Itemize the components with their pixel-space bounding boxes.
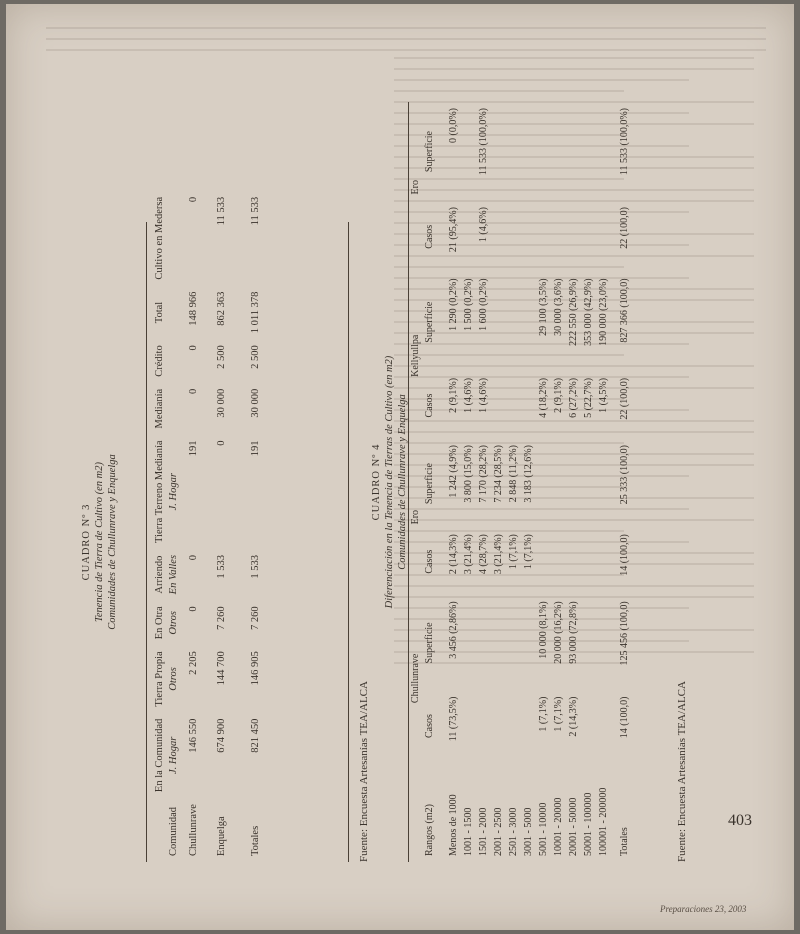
cell: 191 <box>249 440 261 457</box>
cell <box>551 201 566 272</box>
sub-en-valles: En Valles <box>168 554 179 595</box>
cuadro4-title: Diferenciación en la Tenencia de Tierras de Cultivo (en m2) <box>384 355 395 609</box>
table-row <box>596 102 611 862</box>
cell: 20001 - 50000 <box>568 797 579 856</box>
table-row <box>461 102 476 862</box>
cell <box>521 272 536 371</box>
h-surface: Superficie <box>424 301 435 343</box>
h-cases: Casos <box>424 714 435 738</box>
cell: 1 (4,6%) <box>478 207 489 243</box>
cell <box>506 372 521 439</box>
cell: 1 (4,5%) <box>598 377 609 413</box>
cell: 2 (14,3%) <box>568 696 579 737</box>
table-row <box>581 102 596 862</box>
cell <box>491 372 506 439</box>
cell: 2 848 (11,2%) <box>508 445 519 503</box>
cell <box>491 595 506 690</box>
cell: 10001 - 20000 <box>553 797 564 856</box>
cell: 22 (100,0) <box>618 377 630 420</box>
cell: 125 456 (100,0) <box>618 601 630 666</box>
cell: 2 (9,1%) <box>553 377 564 413</box>
cell: 11 533 <box>215 196 227 226</box>
cell <box>521 691 536 762</box>
rotated-content <box>80 102 700 862</box>
cuadro3-bottom-rule <box>348 222 349 862</box>
cuadro3-title: Tenencia de Tierra de Cultivo (en m2) <box>94 462 105 623</box>
cuadro3-subtitle: Comunidades de Chullunrave y Enquelga <box>107 454 118 630</box>
cuadro3-top-rule <box>146 222 147 862</box>
cell <box>536 439 551 528</box>
cell <box>461 201 476 272</box>
cell <box>536 528 551 595</box>
cell: 4 (18,2%) <box>538 377 549 418</box>
cell: 100001 - 200000 <box>598 787 609 856</box>
h-surface: Superficie <box>424 622 435 664</box>
col-in-other: En Otra <box>154 606 165 640</box>
cell: 30 000 <box>249 388 261 418</box>
cell: 3 (21,4%) <box>493 534 504 575</box>
cell: 353 000 (42,9%) <box>583 278 594 346</box>
col-g1: Chullunrave <box>410 653 421 704</box>
col-g4: Kellyullpa <box>410 334 421 377</box>
col-medianeria: Medianía <box>154 388 165 429</box>
cell: 674 900 <box>215 718 227 753</box>
cell: 7 260 <box>215 606 227 630</box>
cell: 10 000 (8,1%) <box>538 601 549 659</box>
cell <box>551 439 566 528</box>
cell: 11 533 (100,0%) <box>478 108 489 176</box>
sub-jhogar: J. Hogar <box>168 736 179 775</box>
cell: 1501 - 2000 <box>478 807 489 856</box>
col-credit: Crédito <box>154 345 165 377</box>
h-cases: Casos <box>424 224 435 249</box>
cell: 0 <box>187 554 199 561</box>
cuadro4-heading <box>370 102 409 862</box>
table-row <box>566 102 581 862</box>
cuadro4-table <box>410 102 637 862</box>
cell <box>581 439 596 528</box>
h-surface: Superficie <box>424 131 435 173</box>
cell <box>506 691 521 762</box>
cell: 11 (73,5%) <box>448 696 459 742</box>
cell: 20 000 (16,2%) <box>553 601 564 664</box>
col-group-own: Tierra Propia <box>154 651 165 707</box>
cell: 827 366 (100,0) <box>618 278 630 343</box>
cell: 2001 - 2500 <box>493 807 504 856</box>
cell: 1 290 (0,2%) <box>448 278 459 331</box>
cell <box>491 201 506 272</box>
cell: 222 550 (26,9%) <box>568 278 579 346</box>
cell <box>536 201 551 272</box>
cell: 11 533 <box>249 196 261 226</box>
cell: 3 456 (2,86%) <box>448 601 459 659</box>
cell: 30 000 <box>215 388 227 418</box>
cell: 11 533 (100,0%) <box>618 108 630 176</box>
cell <box>596 102 611 201</box>
cell: 25 333 (100,0) <box>618 445 630 505</box>
cell: 7 170 (28,2%) <box>478 445 489 503</box>
col-community: Comunidad <box>168 807 179 856</box>
running-footer: Preparaciones 23, 2003 <box>660 904 747 914</box>
cell: 3001 - 5000 <box>523 807 534 856</box>
cell <box>506 595 521 690</box>
cell: 1 (7,1%) <box>523 534 534 570</box>
cell <box>581 201 596 272</box>
table-row <box>491 102 506 862</box>
cell <box>596 595 611 690</box>
table-row <box>182 191 204 862</box>
cell <box>461 102 476 201</box>
table-row <box>521 102 536 862</box>
cell <box>476 595 491 690</box>
sub-jhogar-2: J. Hogar <box>168 473 179 511</box>
cell: 2 500 <box>215 345 227 369</box>
cell: 3 800 (15,0%) <box>463 445 474 503</box>
cell: 5001 - 10000 <box>538 802 549 856</box>
cell: 2501 - 3000 <box>508 807 519 856</box>
cell: 1 242 (4,9%) <box>448 445 459 498</box>
cuadro3-table <box>150 191 272 862</box>
cell: 1 (4,6%) <box>478 377 489 413</box>
cell: 2 (14,3%) <box>448 534 459 575</box>
h-surface: Superficie <box>424 463 435 505</box>
cell: 0 (0,0%) <box>448 108 459 143</box>
col-g3: Ero <box>410 509 421 525</box>
cell <box>596 439 611 528</box>
cell: 21 (95,4%) <box>448 207 459 253</box>
cell: 2 (9,1%) <box>448 377 459 413</box>
cell: 2 205 <box>187 651 199 675</box>
cell <box>506 272 521 371</box>
cell: 3 (21,4%) <box>463 534 474 575</box>
cell: 0 <box>187 345 199 351</box>
cell <box>521 201 536 272</box>
table-row <box>551 102 566 862</box>
cell: 14 (100,0) <box>618 696 630 739</box>
cuadro4-top-rule <box>408 102 409 862</box>
cell <box>581 595 596 690</box>
col-rented: Arriendo <box>154 555 165 594</box>
cell: 50001 - 100000 <box>583 792 594 856</box>
cell: 1 600 (0,2%) <box>478 278 489 331</box>
cell <box>581 691 596 762</box>
cell: 144 700 <box>215 651 227 686</box>
h-cases: Casos <box>424 393 435 418</box>
cell: 6 (27,2%) <box>568 377 579 418</box>
cell <box>521 595 536 690</box>
cell: 5 (22,7%) <box>583 377 594 418</box>
cell: 7 260 <box>249 606 261 630</box>
cell: Menos de 1000 <box>448 794 459 856</box>
col-group-other: Tierra Terreno Medianía <box>154 440 165 543</box>
cell: 0 <box>187 388 199 395</box>
cell: 0 <box>187 196 199 203</box>
cell <box>476 691 491 762</box>
cuadro4-subtitle: Comunidades de Chullunrave y Enquelga <box>397 394 408 570</box>
sub-otros: Otros <box>168 667 179 691</box>
cell <box>566 201 581 272</box>
cell <box>566 102 581 201</box>
cell <box>566 528 581 595</box>
cell <box>566 439 581 528</box>
cell: 7 234 (28,5%) <box>493 445 504 503</box>
cell: 29 100 (3,5%) <box>538 278 549 336</box>
cell <box>551 102 566 201</box>
table-row <box>506 102 521 862</box>
cell <box>521 102 536 201</box>
cell: 1 011 378 <box>249 291 261 334</box>
cell: 93 000 (72,8%) <box>568 601 579 664</box>
cell: Chullunrave <box>187 804 199 856</box>
cell: 4 (28,7%) <box>478 534 489 575</box>
cell: 862 363 <box>215 291 227 326</box>
cell: 148 966 <box>187 291 199 326</box>
cell: 30 000 (3,6%) <box>553 278 564 336</box>
col-in-community: En la Comunidad <box>154 718 165 793</box>
cell: 1 (7,1%) <box>508 534 519 570</box>
table-row <box>476 102 491 862</box>
cell <box>491 102 506 201</box>
cell <box>581 102 596 201</box>
cuadro4-source: Fuente: Encuesta Artesanías TEA/ALCA <box>676 681 688 862</box>
cell <box>596 528 611 595</box>
cell: 190 000 (23,0%) <box>598 278 609 346</box>
cell: 22 (100,0) <box>618 207 630 249</box>
cell <box>506 102 521 201</box>
table-row <box>238 191 272 862</box>
cell: 821 450 <box>249 718 261 753</box>
cuadro4-number: CUADRO Nº 4 <box>371 443 382 521</box>
cell <box>491 272 506 371</box>
cell: 0 <box>215 440 227 446</box>
page-number: 403 <box>728 812 752 829</box>
cell: 1 (4,6%) <box>463 377 474 413</box>
cell: 146 905 <box>249 651 261 686</box>
cell <box>461 691 476 762</box>
cuadro3-source: Fuente: Encuesta Artesanías TEA/ALCA <box>358 681 370 862</box>
cell: 191 <box>187 440 199 457</box>
cell: 1 533 <box>215 554 227 579</box>
cell: Totales <box>618 827 630 856</box>
cell <box>551 528 566 595</box>
cell <box>491 691 506 762</box>
cell <box>461 595 476 690</box>
table-row <box>446 102 461 862</box>
cell: 1 533 <box>249 554 261 579</box>
cell: 14 (100,0) <box>618 534 630 576</box>
cell <box>581 528 596 595</box>
cell: 2 500 <box>249 345 261 369</box>
cell: Enquelga <box>215 816 227 856</box>
table-row <box>536 102 551 862</box>
sub-otros-2: Otros <box>168 611 179 635</box>
cell <box>596 201 611 272</box>
table-row <box>204 191 238 862</box>
cuadro3-number: CUADRO Nº 3 <box>81 503 92 581</box>
col-g5: Ero <box>410 179 421 195</box>
cell <box>521 372 536 439</box>
col-total: Total <box>154 301 165 324</box>
cell: 1 (7,1%) <box>538 696 549 732</box>
cell: 1 500 (0,2%) <box>463 278 474 331</box>
cell: 146 550 <box>187 718 199 753</box>
cell <box>506 201 521 272</box>
cuadro3-heading <box>80 222 119 862</box>
cell: 1 (7,1%) <box>553 696 564 732</box>
col-unused: Cultivo en Medersa <box>154 196 165 280</box>
col-range: Rangos (m2) <box>424 804 435 856</box>
table-row-totals <box>611 102 637 862</box>
cell: 1001 - 1500 <box>463 807 474 856</box>
cell: 0 <box>187 606 199 612</box>
cell <box>536 102 551 201</box>
cell: Totales <box>249 825 261 856</box>
h-cases: Casos <box>424 549 435 574</box>
cell: 3 183 (12,6%) <box>523 445 534 503</box>
cell <box>596 691 611 762</box>
